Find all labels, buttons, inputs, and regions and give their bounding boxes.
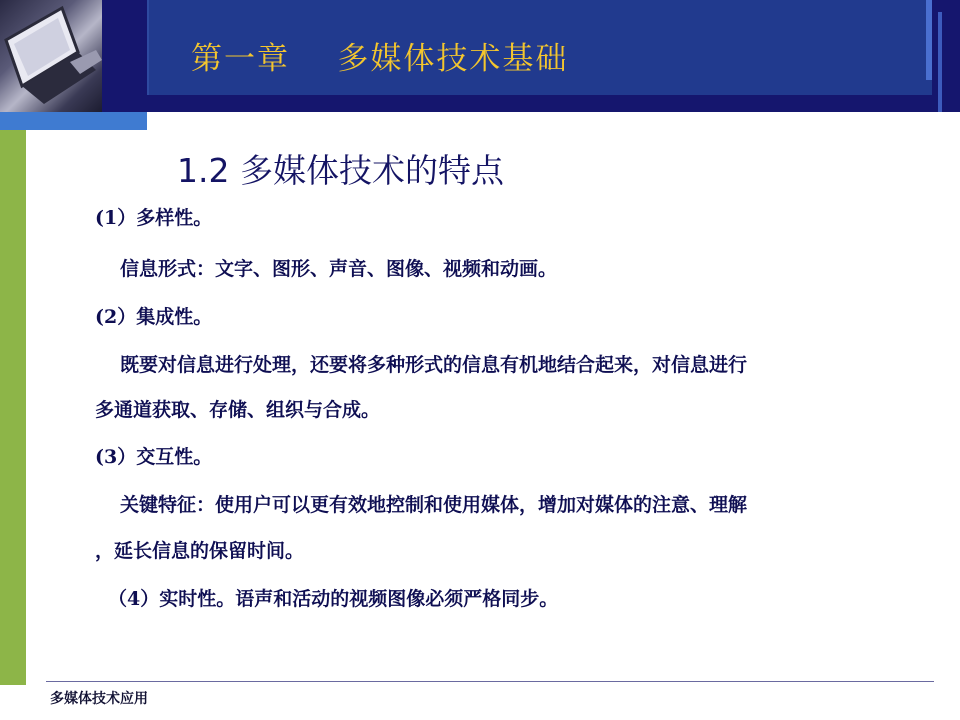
section-title: 1.2 多媒体技术的特点 [177,151,504,190]
point-2-detail-line1: 既要对信息进行处理，还要将多种形式的信息有机地结合起来，对信息进行 [120,354,748,376]
header-decor-line [938,12,942,112]
footer-divider [46,681,934,682]
point-1-detail: 信息形式：文字、图形、声音、图像、视频和动画。 [120,258,558,280]
computer-monitor-image [0,0,102,112]
point-1-heading: (1）多样性。 [95,207,213,229]
point-4-heading: （4）实时性。语声和活动的视频图像必须严格同步。 [108,588,559,610]
accent-blue-strip [0,112,147,130]
header-decor-line [926,0,932,80]
point-2-heading: (2）集成性。 [95,306,213,328]
point-2-detail-line2: 多通道获取、存储、组织与合成。 [95,399,381,421]
point-3-detail-line1: 关键特征：使用户可以更有效地控制和使用媒体，增加对媒体的注意、理解 [120,494,748,516]
chapter-title: 第一章 多媒体技术基础 [191,41,569,77]
point-3-detail-line2: ，延长信息的保留时间。 [95,540,305,562]
computer-monitor-icon [0,0,102,112]
footer-course-name: 多媒体技术应用 [50,691,148,707]
accent-green-bar [0,130,26,685]
point-3-heading: (3）交互性。 [95,446,213,468]
